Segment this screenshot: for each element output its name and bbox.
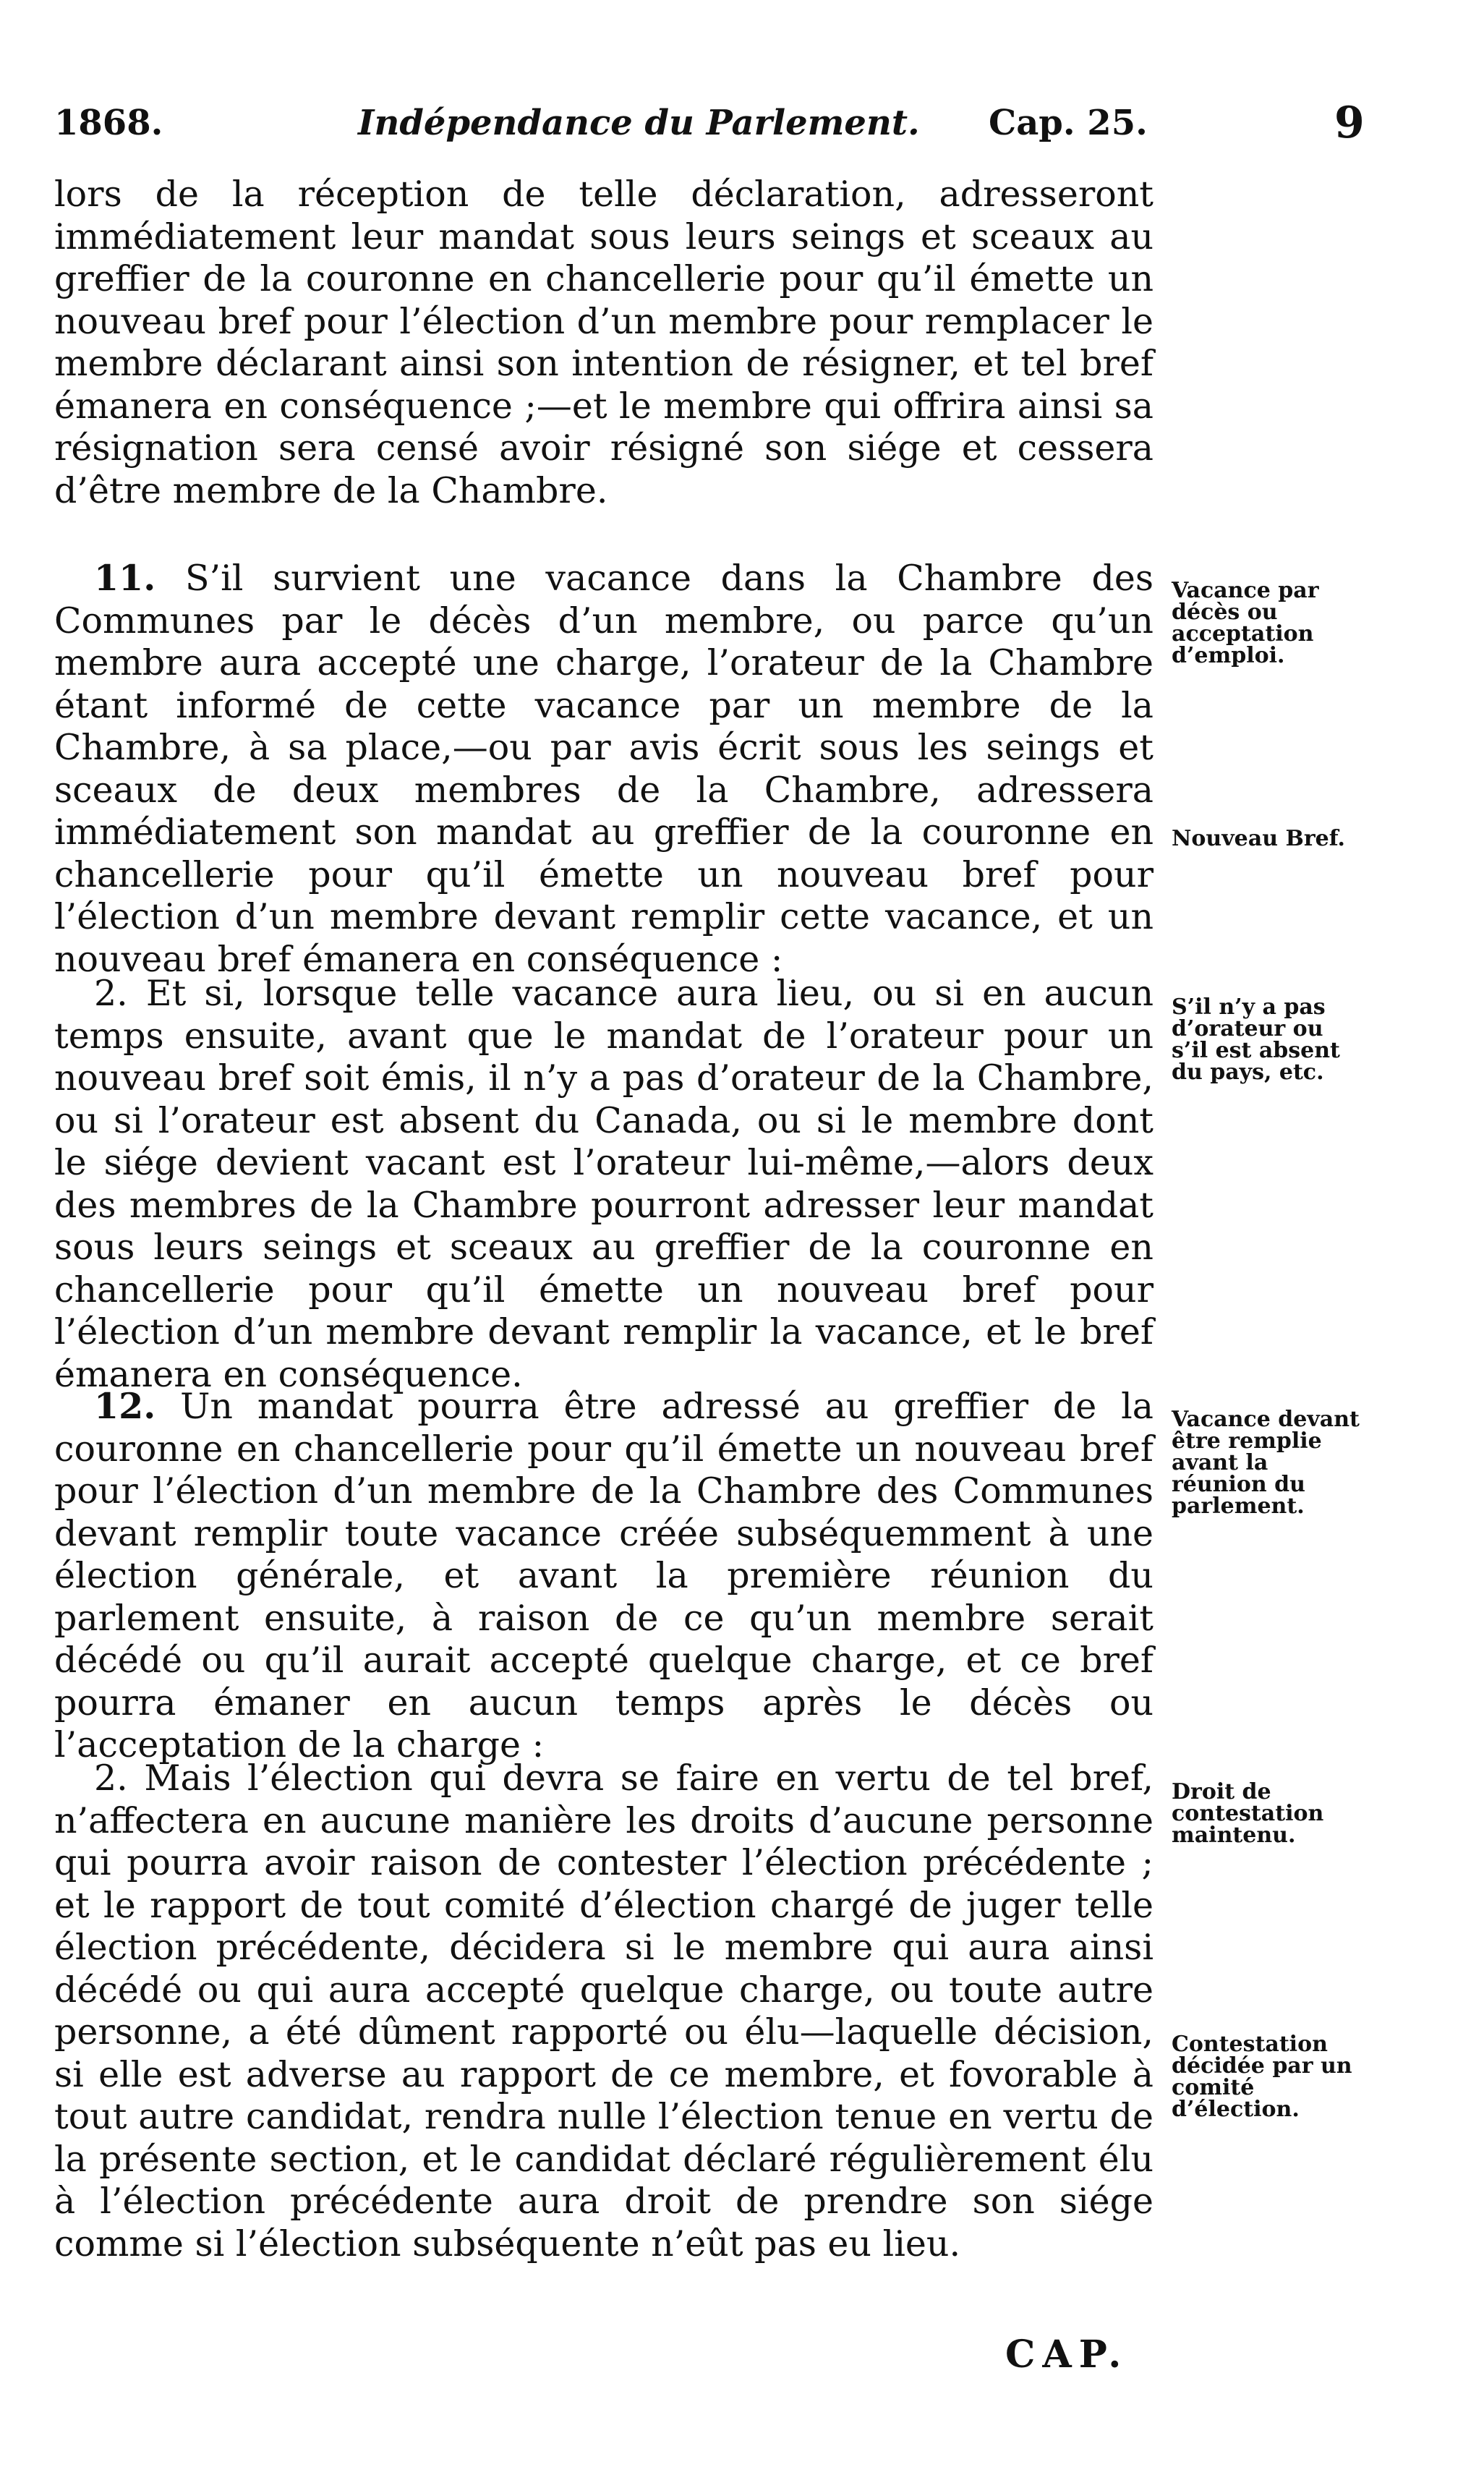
margin-note-orateur: S’il n’y a pas d’orateur ou s’il est absent du pays, etc. <box>1172 994 1340 1085</box>
margin-note-droit: Droit de contestation maintenu. <box>1172 1779 1324 1848</box>
page-number: 9 <box>1334 98 1365 148</box>
running-head <box>54 94 1370 152</box>
section-number: 12. <box>94 1385 156 1427</box>
margin-note-vacance-avant: Vacance devant être remplie avant la réunion du parlement. <box>1172 1407 1360 1519</box>
subsection-text: Et si, lorsque telle vacance aura lieu, ou si en aucun temps ensuite, avant que le mandat de l’orateur pour un nouveau bref soit émis, il n’y a pas d’orateur de la Chambre, ou si l’orateur est absent du Canada, ou si le membre dont le siége devient vacant est l’orateur lui-même,—alors deux des membres de la Chambre pourront adresser leur mandat sous leurs seings et sceaux au greffier de la couronne en chancellerie pour qu’il émette un nouveau bref pour l’élection d’un membre devant remplir la vacance, et le bref émanera en conséquence. <box>54 973 1153 1395</box>
section-11-subsection-2 <box>54 973 1153 1396</box>
section-12-subsection-2 <box>54 1757 1153 2265</box>
subsection-text: Mais l’élection qui devra se faire en vertu de tel bref, n’affectera en aucune manière les droits d’aucune personne qui pourra avoir raison de contester l’élection précédente ; et le rapport de tout comité d’élection chargé de juger telle élection précédente, décidera si le membre qui aura ainsi décédé ou qui aura accepté quelque charge, ou toute autre personne, a été dûment rapporté ou élu—laquelle décision, si elle est adverse au rapport de ce membre, et fovorable à tout autre candidat, rendra nulle l’élection tenue en vertu de la présente section, et le candidat déclaré régulièrement élu à l’élection précédente aura droit de prendre son siége comme si l’élection subséquente n’eût pas eu lieu. <box>54 1757 1153 2264</box>
margin-note-vacance: Vacance par décès ou acceptation d’emploi. <box>1172 578 1319 668</box>
section-12 <box>54 1385 1153 1767</box>
section-number: 11. <box>94 557 156 599</box>
section-text: Un mandat pourra être adressé au greffier de la couronne en chancellerie pour qu’il émette un nouveau bref pour l’élection d’un membre de la Chambre des Communes devant remplir toute vacance créée subséquemment à une élection générale, et avant la première réunion du parlement ensuite, à raison de ce qu’un membre serait décédé ou qu’il aurait accepté quelque charge, et ce bref pourra émaner en aucun temps après le décès ou l’acceptation de la charge : <box>54 1386 1153 1765</box>
section-11 <box>54 557 1153 981</box>
paragraph-text: lors de la réception de telle déclaration, adresseront immédiatement leur mandat sous leurs seings et sceaux au greffier de la couronne en chancellerie pour qu’il émette un nouveau bref pour l’élection d’un membre pour remplacer le membre déclarant ainsi son intention de résigner, et tel bref émanera en conséquence ;—et le membre qui offrira ainsi sa résignation sera censé avoir résigné son siége et cessera d’être membre de la Chambre. <box>54 174 1153 511</box>
header-title: Indépendance du Parlement. <box>358 103 920 143</box>
margin-note-nouveau-bref: Nouveau Bref. <box>1172 826 1345 851</box>
header-chapter: Cap. 25. <box>989 103 1148 143</box>
subsection-number: 2. <box>94 1757 128 1799</box>
margin-note-contestation: Contestation décidée par un comité d’élection. <box>1172 2032 1352 2122</box>
paragraph-continuation <box>54 174 1153 512</box>
header-year: 1868. <box>54 103 163 143</box>
catchword: CAP. <box>1005 2332 1129 2377</box>
section-text: S’il survient une vacance dans la Chambre des Communes par le décès d’un membre, ou parce qu’un membre aura accepté une charge, l’orateur de la Chambre étant informé de cette vacance par un membre de la Chambre, à sa place,—ou par avis écrit sous les seings et sceaux de deux membres de la Chambre, adressera immédiatement son mandat au greffier de la couronne en chancellerie pour qu’il émette un nouveau bref pour l’élection d’un membre devant remplir cette vacance, et un nouveau bref émanera en conséquence : <box>54 558 1154 980</box>
subsection-number: 2. <box>94 973 128 1014</box>
